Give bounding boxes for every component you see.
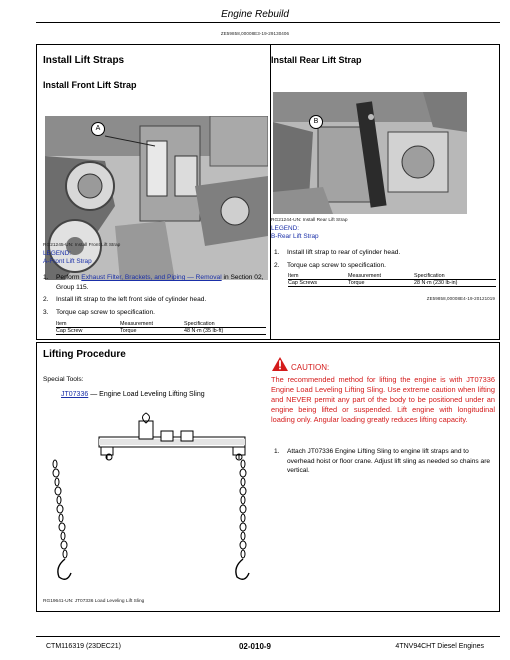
page-number: 02-010-9 bbox=[238, 642, 272, 651]
step-item bbox=[274, 447, 496, 476]
step-number: 2. bbox=[274, 261, 280, 269]
step-item bbox=[274, 248, 496, 258]
special-tool-entry bbox=[61, 391, 205, 398]
caution-warning-icon bbox=[271, 356, 289, 372]
doc-id: ZE59858,00008E3-19-29130406 bbox=[220, 31, 290, 36]
legend-item: B-Rear Lift Strap bbox=[271, 233, 319, 240]
callout-a: A bbox=[91, 122, 105, 136]
step-item bbox=[43, 273, 267, 292]
subsection-title: Install Front Lift Strap bbox=[43, 80, 137, 90]
spec-header: Specification bbox=[414, 273, 496, 280]
step-number: 3. bbox=[43, 308, 49, 316]
spec-header: Measurement bbox=[120, 321, 184, 328]
removal-link[interactable]: Exhaust Filter, Brackets, and Piping — Removal bbox=[81, 274, 222, 281]
section-title: Install Rear Lift Strap bbox=[271, 55, 362, 65]
lifting-procedure-section bbox=[36, 342, 500, 612]
special-tools-label: Special Tools: bbox=[43, 376, 84, 383]
tool-description: — Engine Load Leveling Lifting Sling bbox=[90, 391, 205, 398]
step-text: Install lift strap to the left front side of cylinder head. bbox=[56, 296, 207, 303]
step-number: 1. bbox=[274, 448, 280, 455]
step-number: 2. bbox=[43, 296, 49, 303]
step-text: Attach JT07336 Engine Lifting Sling to engine lift straps and to overhead hoist or floor crane. Adjust lift sling as needed so chains are vertical. bbox=[287, 448, 491, 474]
legend-label: LEGEND: bbox=[271, 225, 300, 232]
image-caption: RG21245-UN: Install Front Lift Strap bbox=[43, 243, 121, 248]
step-number: 1. bbox=[274, 249, 280, 256]
lifting-sling-illustration bbox=[43, 409, 263, 585]
section-title: Install Lift Straps bbox=[43, 55, 125, 66]
spec-header: Item bbox=[288, 273, 348, 280]
rear-lift-strap-image bbox=[273, 92, 467, 214]
section-title: Lifting Procedure bbox=[43, 349, 126, 360]
column-divider bbox=[270, 45, 271, 339]
image-caption: RG19641-UN: JT07336 Load Leveling Lift Sling bbox=[43, 599, 145, 604]
spec-cell: Cap Screws bbox=[288, 280, 348, 287]
install-lift-straps-section bbox=[36, 44, 500, 340]
spec-table bbox=[56, 321, 266, 335]
top-rule bbox=[36, 22, 500, 23]
engine-front-illustration bbox=[45, 116, 268, 280]
footer-left: CTM116319 (23DEC21) bbox=[46, 643, 121, 650]
spec-cell: 28 N·m (230 lb-in) bbox=[414, 280, 496, 287]
legend-item: A-Front Lift Strap bbox=[43, 258, 92, 265]
spec-cell: 48 N·m (35 lb-ft) bbox=[184, 328, 266, 335]
spec-cell: Cap Screw bbox=[56, 328, 120, 335]
image-caption: RG21244-UN: Install Rear Lift Strap bbox=[271, 218, 348, 223]
step-list bbox=[274, 248, 496, 270]
engine-rear-illustration bbox=[273, 92, 467, 214]
spec-table bbox=[288, 273, 496, 287]
legend-label: LEGEND: bbox=[43, 250, 72, 257]
step-number: 1. bbox=[43, 274, 49, 281]
spec-header: Specification bbox=[184, 321, 266, 328]
step-text-post: in Section 02, Group 115. bbox=[56, 274, 264, 291]
footer-rule bbox=[36, 636, 500, 637]
caution-text: The recommended method for lifting the engine is with JT07336 Engine Load Leveling Lifting Sling. Use extreme caution when lifting and NEVER permit any part of the body to be positioned under an engine being lifted or suspended. Lift engine with longitudinal loading only. Angular loading greatly reduces lifting capacity. bbox=[271, 375, 495, 424]
tool-link[interactable]: JT07336 bbox=[61, 391, 89, 398]
step-item bbox=[43, 295, 267, 305]
step-text: Torque cap screw to specification. bbox=[287, 261, 386, 269]
caution-title: CAUTION: bbox=[291, 363, 330, 372]
lifting-sling-image bbox=[43, 409, 263, 585]
spec-header: Item bbox=[56, 321, 120, 328]
doc-id: ZE59858,00008E4-19-20121019 bbox=[426, 296, 495, 301]
front-lift-strap-image bbox=[45, 116, 268, 280]
spec-cell: Torque bbox=[120, 328, 184, 335]
step-text: Torque cap screw to specification. bbox=[56, 308, 155, 316]
spec-row bbox=[56, 328, 266, 335]
page-title: Engine Rebuild bbox=[221, 9, 289, 20]
step-text bbox=[56, 273, 267, 292]
callout-b: B bbox=[309, 115, 323, 129]
step-text-pre: Perform bbox=[56, 274, 80, 281]
step-item bbox=[274, 261, 496, 271]
spec-row bbox=[288, 280, 496, 287]
spec-cell: Torque bbox=[348, 280, 414, 287]
spec-header: Measurement bbox=[348, 273, 414, 280]
step-list bbox=[43, 273, 267, 317]
step-item bbox=[43, 308, 267, 318]
step-text: Install lift strap to rear of cylinder head. bbox=[287, 249, 401, 256]
footer-right: 4TNV94CHT Diesel Engines bbox=[395, 643, 484, 650]
